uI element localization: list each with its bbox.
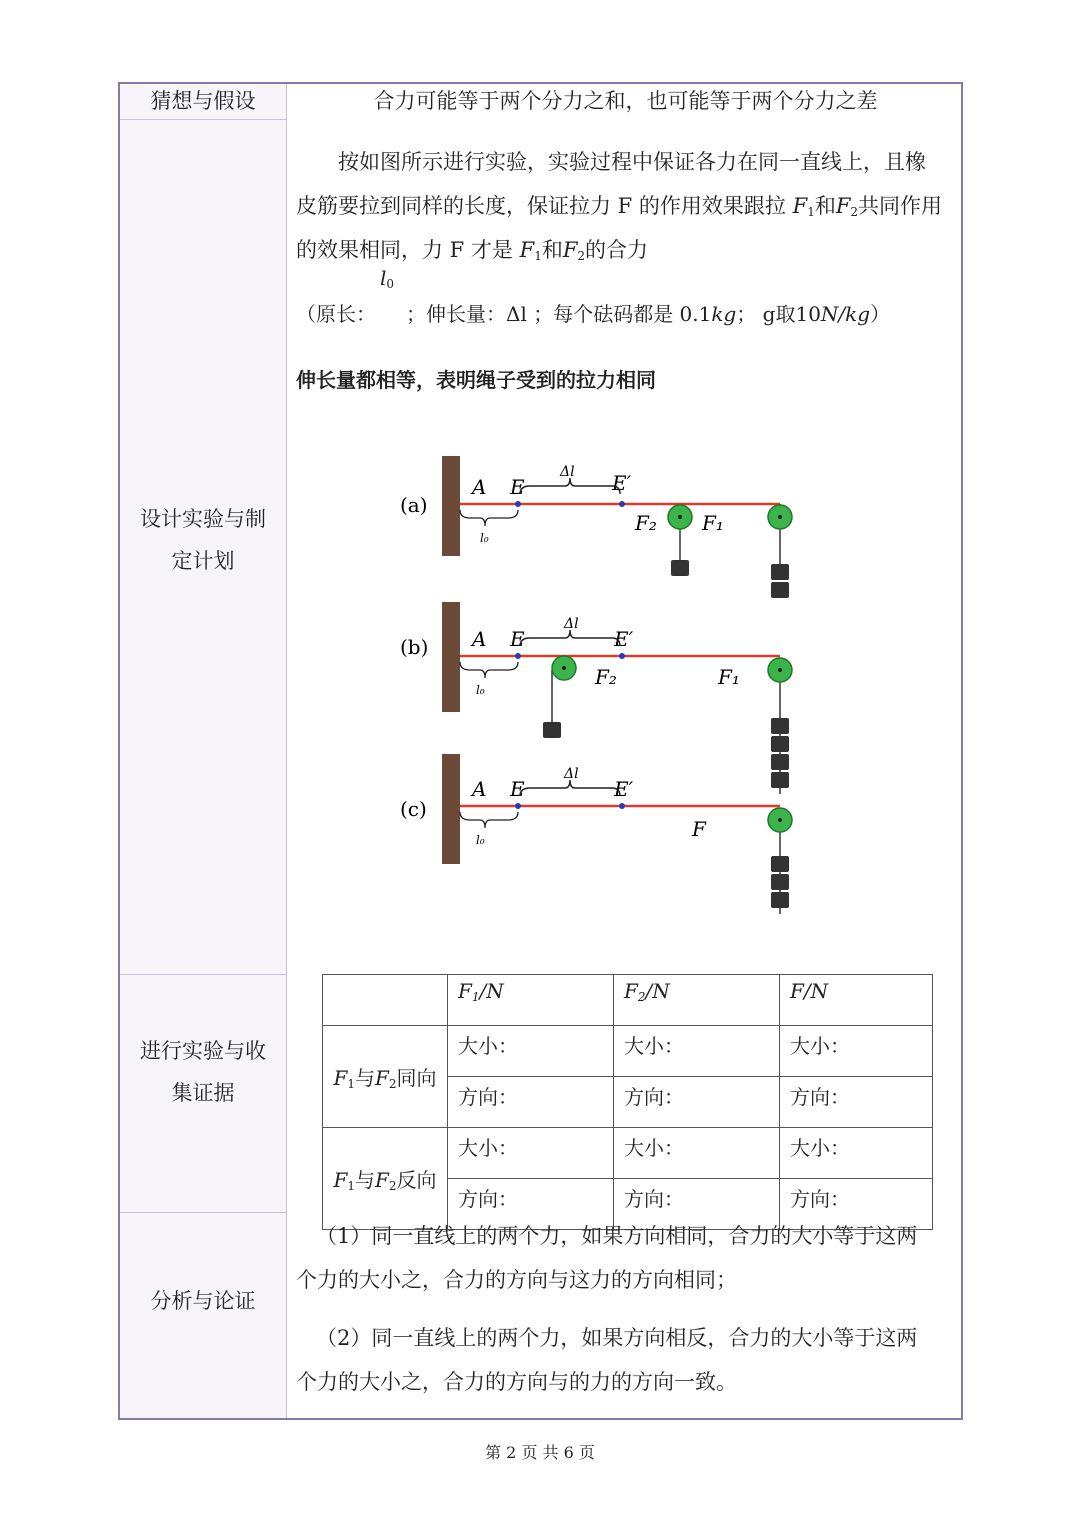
col-F2: $F_2/N$	[614, 975, 780, 1026]
hypothesis-label: 猜想与假设	[150, 89, 256, 113]
svg-text:E: E	[510, 627, 525, 651]
weight	[771, 564, 789, 580]
svg-text:E: E	[510, 475, 525, 499]
label-c: (c)	[400, 797, 427, 821]
wall	[442, 602, 460, 712]
svg-text:Δl: Δl	[564, 616, 579, 632]
cell-size: 大小：	[780, 1026, 933, 1077]
weight	[771, 582, 789, 598]
svg-text:F₁: F₁	[702, 511, 724, 535]
cell-size: 大小：	[614, 1026, 780, 1077]
svg-text:F₁: F₁	[718, 665, 740, 689]
experiment-label-line2: 集证据	[171, 1081, 235, 1105]
design-para-line2: 皮筋要拉到同样的长度，保证拉力 F 的作用效果跟拉 $F_1$和$F_2$共同作用	[296, 194, 943, 219]
row-header-same: $F_1$与$F_2$同向	[323, 1026, 448, 1128]
table-header-row	[323, 975, 933, 1026]
experiment-label-line1: 进行实验与收	[140, 1039, 266, 1063]
cell-direction: 方向：	[448, 1077, 614, 1128]
weight	[771, 892, 789, 908]
cell-direction: 方向：	[614, 1179, 780, 1230]
svg-text:l₀: l₀	[476, 683, 485, 697]
cell-direction: 方向：	[448, 1179, 614, 1230]
cell-direction: 方向：	[780, 1179, 933, 1230]
row-divider	[120, 1212, 286, 1213]
cell-size: 大小：	[448, 1026, 614, 1077]
weight	[543, 722, 561, 738]
cell-size: 大小：	[448, 1128, 614, 1179]
col-F1: $F_1/N$	[448, 975, 614, 1026]
l0-symbol: $l_0$	[380, 266, 395, 291]
table-row	[323, 1026, 933, 1077]
table-row	[323, 1128, 933, 1179]
weight	[771, 718, 789, 734]
col-F: F/N	[780, 975, 933, 1026]
wall	[442, 456, 460, 556]
svg-text:Δl: Δl	[560, 464, 575, 480]
svg-text:l₀: l₀	[480, 531, 489, 545]
analysis-p1-line2: 个力的大小之，合力的方向与这力的方向相同；	[296, 1268, 737, 1292]
page-footer: 第 2 页 共 6 页	[485, 1443, 595, 1462]
svg-text:E′: E′	[614, 777, 634, 801]
design-label-line2: 定计划	[171, 549, 235, 573]
weight	[771, 856, 789, 872]
data-table	[322, 974, 933, 1230]
svg-text:E: E	[510, 777, 525, 801]
design-para-line1: 按如图所示进行实验，实验过程中保证各力在同一直线上，且橡	[338, 150, 926, 174]
svg-text:F: F	[692, 817, 706, 841]
design-note: （原长： ；伸长量：Δl ；每个砝码都是 0.1kg； g取10N/kg）	[296, 302, 891, 326]
hypothesis-text: 合力可能等于两个分力之和，也可能等于两个分力之差	[373, 89, 878, 113]
cell-size: 大小：	[614, 1128, 780, 1179]
svg-text:E′: E′	[612, 471, 632, 495]
label-a: (a)	[400, 493, 428, 517]
weight	[671, 560, 689, 576]
cell-size: 大小：	[780, 1128, 933, 1179]
cell-direction: 方向：	[614, 1077, 780, 1128]
weight	[771, 772, 789, 788]
svg-text:A: A	[472, 475, 487, 499]
svg-text:Δl: Δl	[564, 766, 579, 782]
design-bold-note: 伸长量都相等，表明绳子受到的拉力相同	[296, 368, 656, 392]
analysis-p2-line2: 个力的大小之，合力的方向与的力的方向一致。	[296, 1370, 737, 1394]
svg-text:A: A	[472, 627, 487, 651]
svg-text:l₀: l₀	[476, 833, 485, 847]
svg-text:E′: E′	[614, 627, 634, 651]
wall	[442, 754, 460, 864]
weight	[771, 736, 789, 752]
weight	[771, 754, 789, 770]
report-frame	[118, 82, 963, 1420]
pulley-diagram	[380, 434, 860, 954]
row-divider	[120, 974, 286, 975]
svg-text:A: A	[472, 777, 487, 801]
analysis-label: 分析与论证	[150, 1289, 256, 1313]
design-label-line1: 设计实验与制	[140, 507, 266, 531]
left-label-column	[120, 84, 287, 1418]
label-b: (b)	[400, 635, 429, 659]
design-para-line3: 的效果相同，力 F 才是 $F_1$和$F_2$的合力	[296, 238, 649, 263]
row-header-opposite: $F_1$与$F_2$反向	[323, 1128, 448, 1230]
svg-text:F₂: F₂	[595, 665, 617, 689]
cell-direction: 方向：	[780, 1077, 933, 1128]
svg-text:F₂: F₂	[635, 511, 657, 535]
analysis-p1-line1: （1）同一直线上的两个力，如果方向相同，合力的大小等于这两	[316, 1224, 918, 1248]
weight	[771, 874, 789, 890]
analysis-p2-line1: （2）同一直线上的两个力，如果方向相反，合力的大小等于这两	[316, 1326, 918, 1350]
